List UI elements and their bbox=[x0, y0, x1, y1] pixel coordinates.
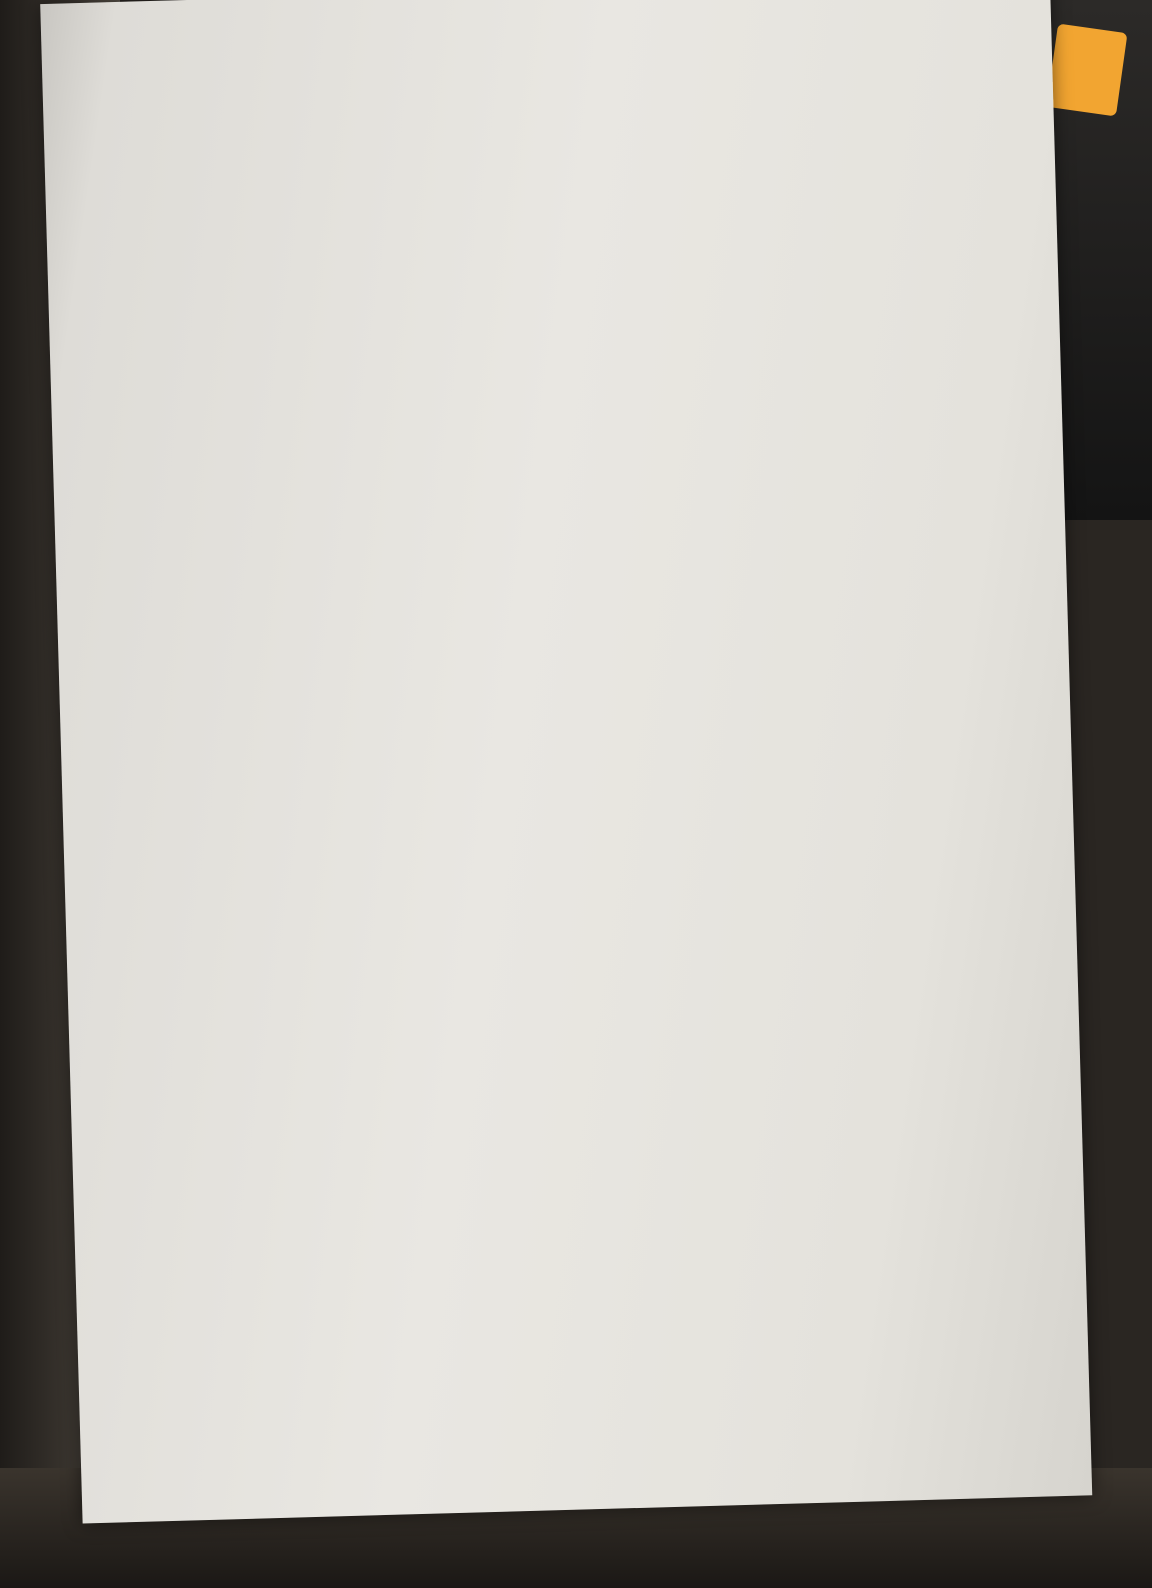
question-1-options bbox=[86, 29, 866, 51]
exam-page bbox=[40, 0, 1092, 1524]
question-list bbox=[86, 24, 1046, 51]
reading-passage bbox=[86, 50, 1046, 77]
section-instruction bbox=[86, 50, 1046, 77]
sticker-label bbox=[1046, 24, 1127, 117]
page-number bbox=[86, 50, 1046, 77]
page-content bbox=[86, 24, 1046, 77]
